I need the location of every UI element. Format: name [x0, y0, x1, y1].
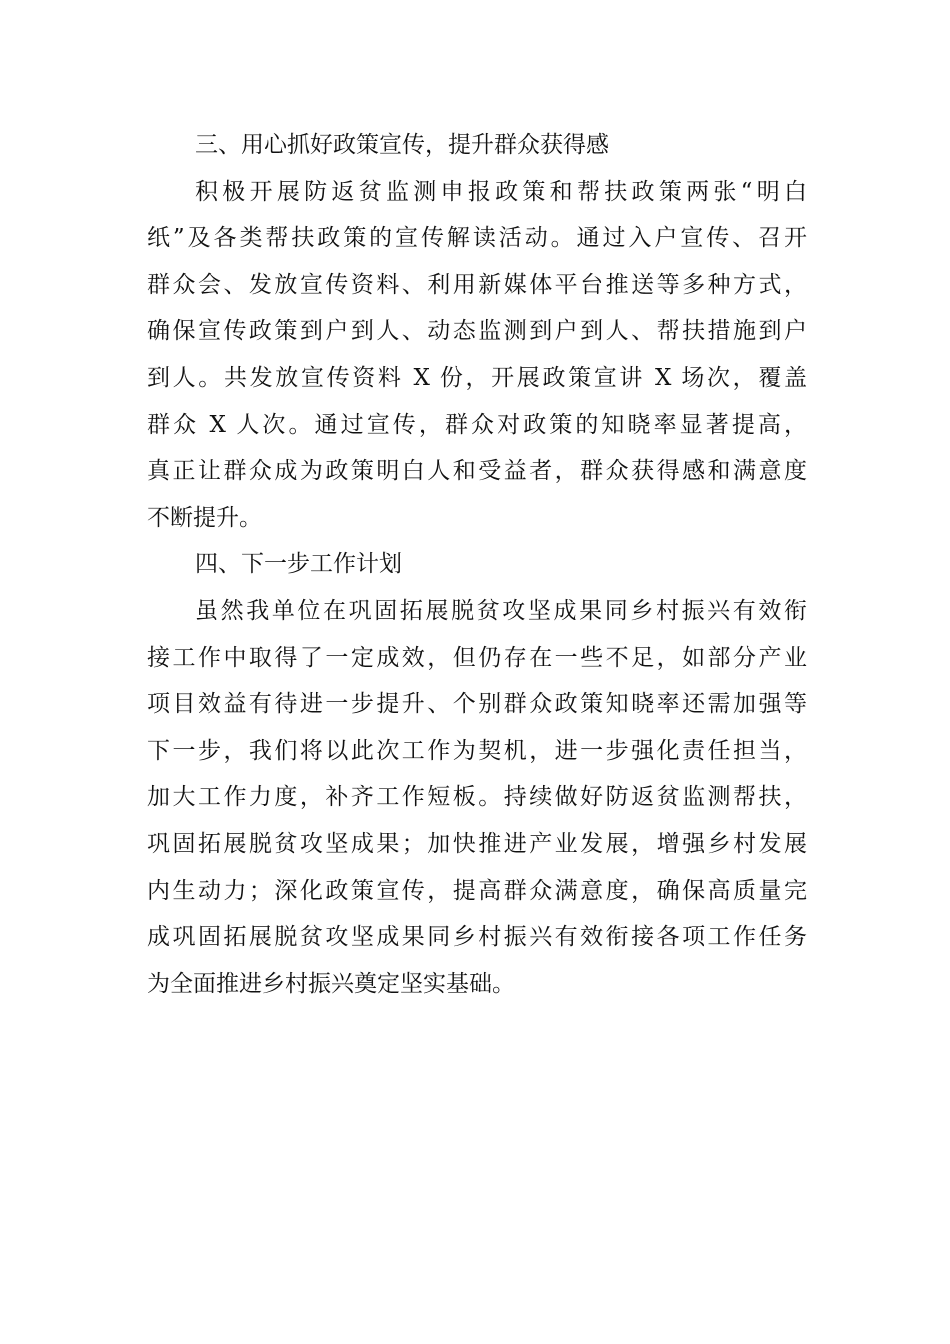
paragraph-line: 群众会、发放宣传资料、利用新媒体平台推送等多种方式，: [147, 271, 807, 298]
section-paragraph-3: [147, 169, 807, 542]
paragraph-line: 为全面推进乡村振兴奠定坚实基础。: [147, 970, 515, 997]
paragraph-line: 群众 X 人次。通过宣传，群众对政策的知晓率显著提高，: [147, 411, 807, 438]
document-body: [147, 122, 807, 1007]
paragraph-line: 下一步，我们将以此次工作为契机，进一步强化责任担当，: [147, 737, 807, 764]
paragraph-line: 虽然我单位在巩固拓展脱贫攻坚成果同乡村振兴有效衔: [195, 597, 807, 624]
paragraph-line: 纸”及各类帮扶政策的宣传解读活动。通过入户宣传、召开: [147, 225, 807, 252]
paragraph-line: 不断提升。: [147, 504, 262, 531]
paragraph-line: 到人。共发放宣传资料 X 份，开展政策宣讲 X 场次，覆盖: [147, 364, 807, 391]
paragraph-line: 巩固拓展脱贫攻坚成果；加快推进产业发展，增强乡村发展: [147, 830, 807, 857]
paragraph-line: 积极开展防返贫监测申报政策和帮扶政策两张“明白: [195, 178, 807, 205]
paragraph-line: 加大工作力度，补齐工作短板。持续做好防返贫监测帮扶，: [147, 784, 807, 811]
paragraph-line: 确保宣传政策到户到人、动态监测到户到人、帮扶措施到户: [147, 318, 807, 345]
paragraph-line: 成巩固拓展脱贫攻坚成果同乡村振兴有效衔接各项工作任务: [147, 924, 807, 951]
paragraph-line: 真正让群众成为政策明白人和受益者，群众获得感和满意度: [147, 458, 807, 485]
section-paragraph-4: [147, 588, 807, 1007]
paragraph-line: 内生动力；深化政策宣传，提高群众满意度，确保高质量完: [147, 877, 807, 904]
paragraph-line: 接工作中取得了一定成效，但仍存在一些不足，如部分产业: [147, 644, 807, 671]
paragraph-line: 项目效益有待进一步提升、个别群众政策知晓率还需加强等: [147, 691, 807, 718]
section-heading-4: 四、下一步工作计划: [195, 551, 402, 578]
section-heading-3: 三、用心抓好政策宣传，提升群众获得感: [195, 132, 609, 158]
